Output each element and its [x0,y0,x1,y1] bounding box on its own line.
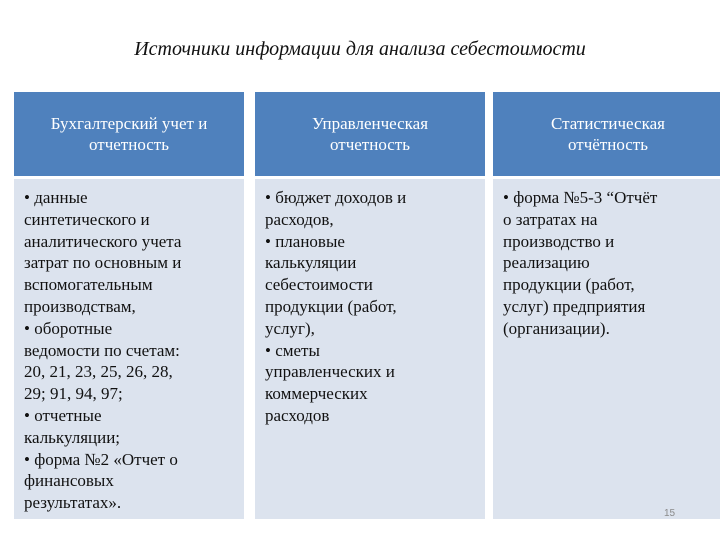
column-header-statistical: Статистическая отчётность [493,92,720,176]
column-management [255,92,485,519]
column-statistical [493,92,720,519]
column-body-accounting: • данные синтетического и аналитического учета затрат по основным и вспомогательным производствам, • оборотные ведомости по счетам: 20, 21, 23, 25, 26, 28, 29; 91, 94, 97; • отчетные калькуляции; • форма №2 «Отчет о финансовых результатах». [14,179,244,519]
column-header-accounting: Бухгалтерский учет и отчетность [14,92,244,176]
slide-title: Источники информации для анализа себестоимости [134,38,586,60]
page-number: 15 [664,508,676,519]
column-header-management: Управленческая отчетность [255,92,485,176]
column-body-statistical: • форма №5-3 “Отчёт о затратах на производство и реализацию продукции (работ, услуг) предприятия (организации). [493,179,720,519]
column-body-management: • бюджет доходов и расходов, • плановые калькуляции себестоимости продукции (работ, услуг), • сметы управленческих и коммерческих расходов [255,179,485,519]
column-accounting [14,92,244,519]
